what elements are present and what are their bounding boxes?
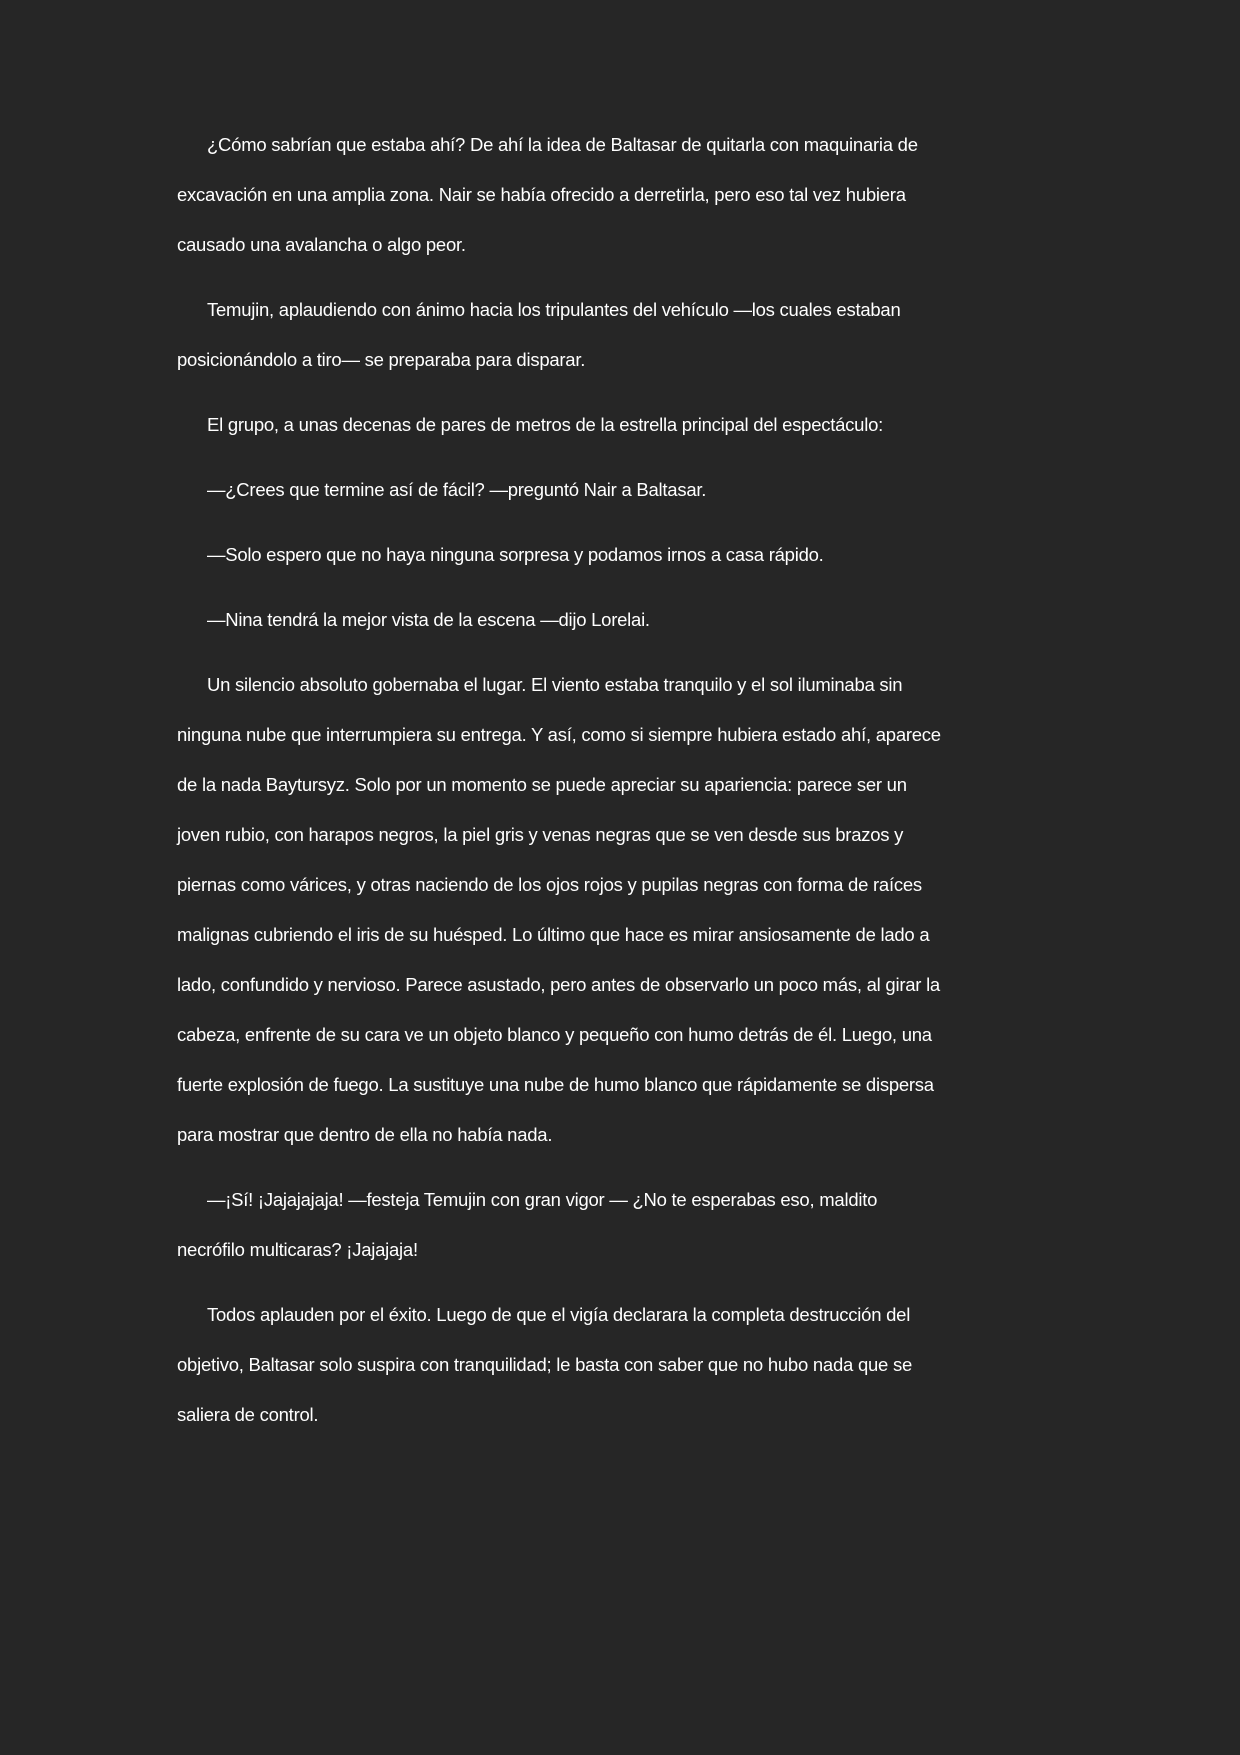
text-line: cabeza, enfrente de su cara ve un objeto blanco y pequeño con humo detrás de él. Luego, una bbox=[177, 1024, 932, 1045]
text-line: —¿Crees que termine así de fácil? —preguntó Nair a Baltasar. bbox=[207, 479, 707, 500]
text-line: Temujin, aplaudiendo con ánimo hacia los tripulantes del vehículo —los cuales estaban bbox=[207, 299, 901, 320]
text-line: para mostrar que dentro de ella no había nada. bbox=[177, 1124, 553, 1145]
text-line: excavación en una amplia zona. Nair se había ofrecido a derretirla, pero eso tal vez hubiera bbox=[177, 184, 906, 205]
paragraph bbox=[177, 120, 1077, 270]
paragraph bbox=[177, 1175, 1077, 1275]
text-line: de la nada Baytursyz. Solo por un momento se puede apreciar su apariencia: parece ser un bbox=[177, 774, 907, 795]
paragraph bbox=[177, 465, 1077, 515]
paragraph bbox=[177, 595, 1077, 645]
text-line: causado una avalancha o algo peor. bbox=[177, 234, 466, 255]
text-line: malignas cubriendo el iris de su huésped. Lo último que hace es mirar ansiosamente de lado a bbox=[177, 924, 930, 945]
text-line: Todos aplauden por el éxito. Luego de que el vigía declarara la completa destrucción del bbox=[207, 1304, 911, 1325]
paragraph bbox=[177, 1290, 1077, 1440]
text-line: joven rubio, con harapos negros, la piel gris y venas negras que se ven desde sus brazos y bbox=[177, 824, 904, 845]
text-line: Un silencio absoluto gobernaba el lugar. El viento estaba tranquilo y el sol iluminaba sin bbox=[207, 674, 903, 695]
text-line: necrófilo multicaras? ¡Jajajaja! bbox=[177, 1239, 418, 1260]
text-line: ¿Cómo sabrían que estaba ahí? De ahí la idea de Baltasar de quitarla con maquinaria de bbox=[207, 134, 918, 155]
text-line: —¡Sí! ¡Jajajajaja! —festeja Temujin con gran vigor — ¿No te esperabas eso, maldito bbox=[207, 1189, 878, 1210]
text-line: piernas como várices, y otras naciendo de los ojos rojos y pupilas negras con forma de raíces bbox=[177, 874, 922, 895]
paragraph bbox=[177, 400, 1077, 450]
text-line: —Solo espero que no haya ninguna sorpresa y podamos irnos a casa rápido. bbox=[207, 544, 824, 565]
text-line: saliera de control. bbox=[177, 1404, 319, 1425]
text-line: posicionándolo a tiro— se preparaba para disparar. bbox=[177, 349, 586, 370]
paragraph bbox=[177, 660, 1077, 1160]
text-line: —Nina tendrá la mejor vista de la escena —dijo Lorelai. bbox=[207, 609, 650, 630]
text-line: ninguna nube que interrumpiera su entrega. Y así, como si siempre hubiera estado ahí, aparece bbox=[177, 724, 941, 745]
document-page bbox=[177, 120, 1077, 1455]
text-line: lado, confundido y nervioso. Parece asustado, pero antes de observarlo un poco más, al girar la bbox=[177, 974, 940, 995]
text-line: objetivo, Baltasar solo suspira con tranquilidad; le basta con saber que no hubo nada que se bbox=[177, 1354, 912, 1375]
text-line: El grupo, a unas decenas de pares de metros de la estrella principal del espectáculo: bbox=[207, 414, 884, 435]
paragraph bbox=[177, 285, 1077, 385]
text-line: fuerte explosión de fuego. La sustituye una nube de humo blanco que rápidamente se dispersa bbox=[177, 1074, 934, 1095]
paragraph bbox=[177, 530, 1077, 580]
